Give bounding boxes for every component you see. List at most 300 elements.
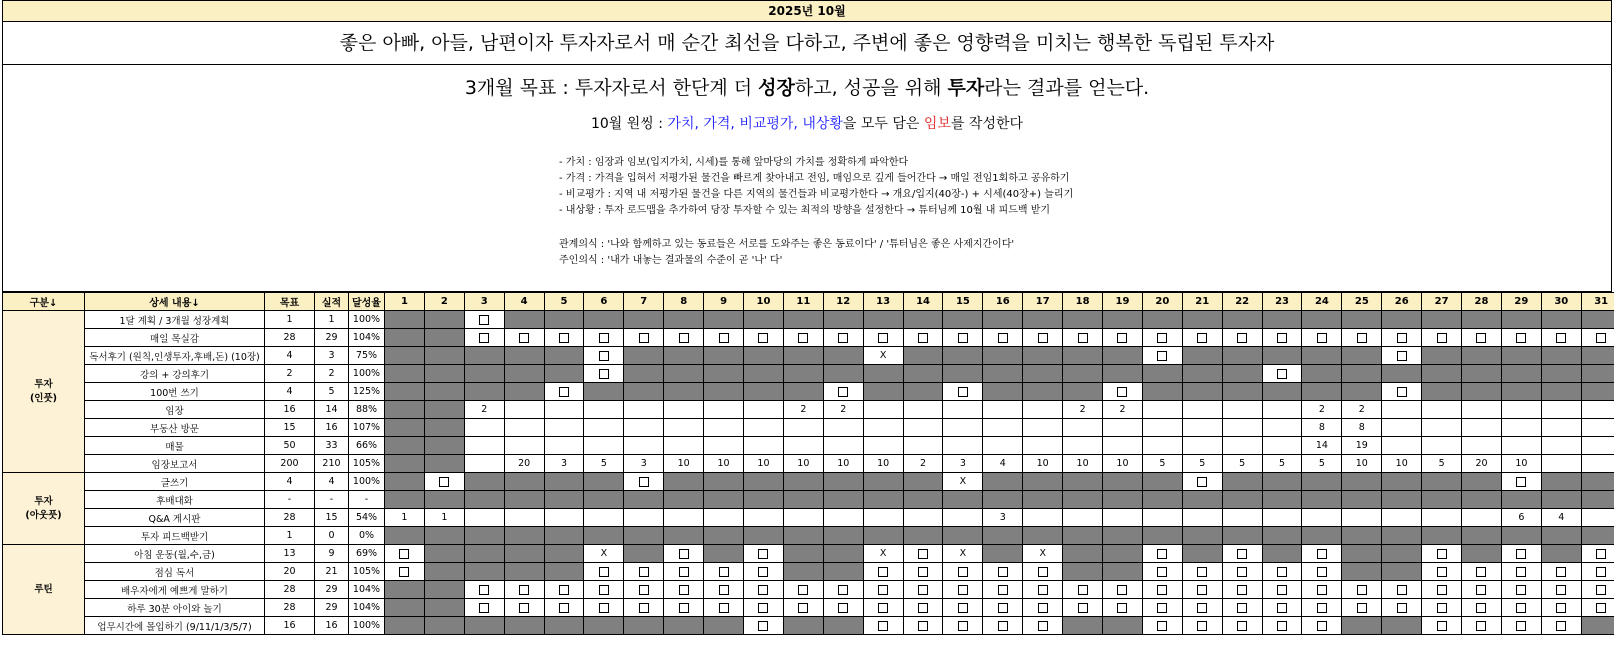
day-cell[interactable] — [1063, 509, 1103, 527]
day-cell[interactable] — [1581, 509, 1614, 527]
checkbox-icon[interactable] — [719, 585, 729, 595]
checkbox-icon[interactable] — [599, 567, 609, 577]
day-cell[interactable] — [1382, 401, 1422, 419]
day-cell[interactable] — [504, 401, 544, 419]
checkbox-icon[interactable] — [1476, 585, 1486, 595]
checkbox-icon[interactable] — [679, 567, 689, 577]
day-cell[interactable] — [624, 419, 664, 437]
day-cell[interactable]: 3 — [624, 455, 664, 473]
day-cell[interactable] — [1103, 329, 1143, 347]
checkbox-icon[interactable] — [519, 603, 529, 613]
checkbox-icon[interactable] — [1038, 567, 1048, 577]
checkbox-icon[interactable] — [479, 333, 489, 343]
day-cell[interactable] — [1023, 329, 1063, 347]
day-cell[interactable] — [863, 581, 903, 599]
day-cell[interactable] — [584, 563, 624, 581]
checkbox-icon[interactable] — [1277, 585, 1287, 595]
day-cell[interactable] — [704, 419, 744, 437]
day-cell[interactable] — [744, 581, 784, 599]
checkbox-icon[interactable] — [1397, 603, 1407, 613]
day-cell[interactable] — [704, 599, 744, 617]
checkbox-icon[interactable] — [599, 333, 609, 343]
day-cell[interactable] — [823, 329, 863, 347]
day-cell[interactable] — [943, 581, 983, 599]
day-cell[interactable] — [544, 509, 584, 527]
checkbox-icon[interactable] — [838, 333, 848, 343]
checkbox-icon[interactable] — [998, 621, 1008, 631]
day-cell[interactable]: 10 — [1023, 455, 1063, 473]
day-cell[interactable] — [624, 581, 664, 599]
day-cell[interactable] — [903, 437, 943, 455]
checkbox-icon[interactable] — [1038, 585, 1048, 595]
day-cell[interactable] — [943, 437, 983, 455]
checkbox-icon[interactable] — [1596, 585, 1606, 595]
day-cell[interactable] — [1382, 437, 1422, 455]
day-cell[interactable] — [1541, 581, 1581, 599]
day-cell[interactable] — [983, 329, 1023, 347]
day-cell[interactable] — [1541, 419, 1581, 437]
checkbox-icon[interactable] — [599, 603, 609, 613]
day-cell[interactable]: 5 — [1182, 455, 1222, 473]
day-cell[interactable] — [823, 419, 863, 437]
day-cell[interactable]: 10 — [744, 455, 784, 473]
checkbox-icon[interactable] — [1357, 585, 1367, 595]
day-cell[interactable] — [1501, 419, 1541, 437]
day-cell[interactable] — [1142, 545, 1182, 563]
day-cell[interactable] — [1302, 581, 1342, 599]
day-cell[interactable] — [624, 401, 664, 419]
day-cell[interactable] — [783, 437, 823, 455]
day-cell[interactable] — [1262, 329, 1302, 347]
checkbox-icon[interactable] — [1476, 603, 1486, 613]
checkbox-icon[interactable] — [958, 567, 968, 577]
checkbox-icon[interactable] — [1516, 603, 1526, 613]
day-cell[interactable] — [1541, 563, 1581, 581]
day-cell[interactable] — [983, 599, 1023, 617]
checkbox-icon[interactable] — [1516, 333, 1526, 343]
day-cell[interactable] — [464, 311, 504, 329]
checkbox-icon[interactable] — [1237, 621, 1247, 631]
checkbox-icon[interactable] — [758, 585, 768, 595]
checkbox-icon[interactable] — [798, 603, 808, 613]
checkbox-icon[interactable] — [1117, 387, 1127, 397]
day-cell[interactable] — [863, 329, 903, 347]
day-cell[interactable] — [504, 437, 544, 455]
day-cell[interactable]: 1 — [385, 509, 425, 527]
day-cell[interactable] — [584, 329, 624, 347]
checkbox-icon[interactable] — [1397, 387, 1407, 397]
day-cell[interactable]: 10 — [704, 455, 744, 473]
checkbox-icon[interactable] — [998, 333, 1008, 343]
day-cell[interactable] — [1262, 581, 1302, 599]
day-cell[interactable] — [783, 329, 823, 347]
day-cell[interactable] — [504, 419, 544, 437]
day-cell[interactable] — [464, 509, 504, 527]
day-cell[interactable] — [1501, 473, 1541, 491]
checkbox-icon[interactable] — [998, 603, 1008, 613]
day-cell[interactable] — [1462, 581, 1502, 599]
day-cell[interactable]: 5 — [1142, 455, 1182, 473]
checkbox-icon[interactable] — [679, 549, 689, 559]
day-cell[interactable] — [903, 419, 943, 437]
day-cell[interactable] — [1262, 563, 1302, 581]
checkbox-icon[interactable] — [1237, 603, 1247, 613]
day-cell[interactable] — [1023, 401, 1063, 419]
day-cell[interactable]: 2 — [464, 401, 504, 419]
day-cell[interactable] — [1023, 419, 1063, 437]
day-cell[interactable] — [1182, 599, 1222, 617]
checkbox-icon[interactable] — [1317, 567, 1327, 577]
checkbox-icon[interactable] — [838, 603, 848, 613]
day-cell[interactable] — [983, 563, 1023, 581]
day-cell[interactable] — [1462, 617, 1502, 635]
day-cell[interactable] — [1422, 581, 1462, 599]
day-cell[interactable] — [1501, 599, 1541, 617]
day-cell[interactable]: X — [1023, 545, 1063, 563]
day-cell[interactable] — [1222, 401, 1262, 419]
checkbox-icon[interactable] — [1596, 567, 1606, 577]
day-cell[interactable] — [624, 329, 664, 347]
checkbox-icon[interactable] — [1397, 585, 1407, 595]
day-cell[interactable] — [1501, 329, 1541, 347]
day-cell[interactable] — [504, 581, 544, 599]
day-cell[interactable] — [943, 509, 983, 527]
checkbox-icon[interactable] — [958, 585, 968, 595]
day-cell[interactable] — [1103, 383, 1143, 401]
checkbox-icon[interactable] — [1197, 585, 1207, 595]
day-cell[interactable] — [704, 437, 744, 455]
day-cell[interactable] — [1222, 563, 1262, 581]
day-cell[interactable] — [1462, 563, 1502, 581]
checkbox-icon[interactable] — [958, 333, 968, 343]
checkbox-icon[interactable] — [639, 567, 649, 577]
day-cell[interactable]: 3 — [943, 455, 983, 473]
day-cell[interactable] — [664, 437, 704, 455]
day-cell[interactable] — [1142, 419, 1182, 437]
day-cell[interactable] — [1382, 509, 1422, 527]
checkbox-icon[interactable] — [1038, 621, 1048, 631]
day-cell[interactable]: 10 — [664, 455, 704, 473]
checkbox-icon[interactable] — [1237, 585, 1247, 595]
day-cell[interactable] — [464, 455, 504, 473]
day-cell[interactable] — [1462, 329, 1502, 347]
day-cell[interactable] — [863, 617, 903, 635]
day-cell[interactable] — [1222, 437, 1262, 455]
checkbox-icon[interactable] — [1476, 567, 1486, 577]
day-cell[interactable] — [1142, 347, 1182, 365]
day-cell[interactable] — [664, 581, 704, 599]
day-cell[interactable] — [744, 419, 784, 437]
day-cell[interactable] — [823, 599, 863, 617]
checkbox-icon[interactable] — [559, 387, 569, 397]
checkbox-icon[interactable] — [559, 603, 569, 613]
day-cell[interactable]: 10 — [1063, 455, 1103, 473]
checkbox-icon[interactable] — [1117, 333, 1127, 343]
day-cell[interactable] — [943, 563, 983, 581]
day-cell[interactable] — [1501, 545, 1541, 563]
checkbox-icon[interactable] — [1078, 603, 1088, 613]
checkbox-icon[interactable] — [1357, 603, 1367, 613]
day-cell[interactable] — [1063, 329, 1103, 347]
day-cell[interactable]: 5 — [584, 455, 624, 473]
checkbox-icon[interactable] — [878, 585, 888, 595]
day-cell[interactable]: 3 — [544, 455, 584, 473]
checkbox-icon[interactable] — [798, 333, 808, 343]
checkbox-icon[interactable] — [1197, 333, 1207, 343]
day-cell[interactable]: 10 — [1342, 455, 1382, 473]
day-cell[interactable] — [1541, 455, 1581, 473]
day-cell[interactable] — [1581, 563, 1614, 581]
checkbox-icon[interactable] — [1197, 621, 1207, 631]
day-cell[interactable] — [1422, 545, 1462, 563]
checkbox-icon[interactable] — [1556, 585, 1566, 595]
checkbox-icon[interactable] — [918, 585, 928, 595]
day-cell[interactable] — [584, 365, 624, 383]
day-cell[interactable] — [1541, 437, 1581, 455]
day-cell[interactable] — [1023, 509, 1063, 527]
checkbox-icon[interactable] — [1277, 603, 1287, 613]
checkbox-icon[interactable] — [639, 333, 649, 343]
checkbox-icon[interactable] — [758, 603, 768, 613]
checkbox-icon[interactable] — [639, 477, 649, 487]
day-cell[interactable]: 19 — [1342, 437, 1382, 455]
day-cell[interactable] — [903, 581, 943, 599]
day-cell[interactable] — [624, 599, 664, 617]
day-cell[interactable] — [1063, 437, 1103, 455]
day-cell[interactable] — [664, 419, 704, 437]
day-cell[interactable] — [1501, 563, 1541, 581]
checkbox-icon[interactable] — [1516, 549, 1526, 559]
day-cell[interactable] — [1142, 563, 1182, 581]
day-cell[interactable] — [544, 599, 584, 617]
day-cell[interactable] — [1063, 581, 1103, 599]
day-cell[interactable] — [544, 419, 584, 437]
day-cell[interactable] — [783, 581, 823, 599]
day-cell[interactable] — [1182, 419, 1222, 437]
day-cell[interactable] — [464, 581, 504, 599]
day-cell[interactable] — [624, 509, 664, 527]
checkbox-icon[interactable] — [679, 603, 689, 613]
day-cell[interactable] — [1302, 599, 1342, 617]
day-cell[interactable] — [903, 329, 943, 347]
checkbox-icon[interactable] — [519, 585, 529, 595]
day-cell[interactable] — [823, 383, 863, 401]
day-cell[interactable] — [943, 401, 983, 419]
checkbox-icon[interactable] — [758, 621, 768, 631]
checkbox-icon[interactable] — [1157, 585, 1167, 595]
checkbox-icon[interactable] — [1078, 585, 1088, 595]
day-cell[interactable]: 10 — [863, 455, 903, 473]
day-cell[interactable]: 6 — [1501, 509, 1541, 527]
day-cell[interactable] — [1462, 599, 1502, 617]
day-cell[interactable] — [1462, 509, 1502, 527]
day-cell[interactable] — [464, 599, 504, 617]
day-cell[interactable] — [544, 329, 584, 347]
day-cell[interactable] — [744, 509, 784, 527]
day-cell[interactable]: X — [863, 545, 903, 563]
checkbox-icon[interactable] — [1437, 567, 1447, 577]
checkbox-icon[interactable] — [918, 567, 928, 577]
day-cell[interactable] — [1382, 419, 1422, 437]
day-cell[interactable] — [903, 563, 943, 581]
checkbox-icon[interactable] — [1556, 621, 1566, 631]
day-cell[interactable] — [903, 401, 943, 419]
checkbox-icon[interactable] — [1357, 333, 1367, 343]
day-cell[interactable] — [1382, 581, 1422, 599]
checkbox-icon[interactable] — [1157, 333, 1167, 343]
day-cell[interactable]: 10 — [783, 455, 823, 473]
checkbox-icon[interactable] — [1277, 369, 1287, 379]
day-cell[interactable] — [943, 419, 983, 437]
day-cell[interactable]: 10 — [823, 455, 863, 473]
checkbox-icon[interactable] — [1516, 621, 1526, 631]
day-cell[interactable] — [1581, 545, 1614, 563]
day-cell[interactable] — [1302, 509, 1342, 527]
checkbox-icon[interactable] — [958, 603, 968, 613]
checkbox-icon[interactable] — [1157, 549, 1167, 559]
day-cell[interactable] — [584, 401, 624, 419]
day-cell[interactable] — [1262, 617, 1302, 635]
day-cell[interactable] — [783, 509, 823, 527]
day-cell[interactable]: 20 — [1462, 455, 1502, 473]
checkbox-icon[interactable] — [1397, 351, 1407, 361]
day-cell[interactable] — [504, 599, 544, 617]
checkbox-icon[interactable] — [838, 387, 848, 397]
day-cell[interactable]: 5 — [1262, 455, 1302, 473]
checkbox-icon[interactable] — [1317, 621, 1327, 631]
checkbox-icon[interactable] — [479, 585, 489, 595]
checkbox-icon[interactable] — [1197, 603, 1207, 613]
checkbox-icon[interactable] — [1317, 585, 1327, 595]
day-cell[interactable] — [424, 473, 464, 491]
day-cell[interactable] — [1182, 509, 1222, 527]
day-cell[interactable] — [903, 617, 943, 635]
day-cell[interactable] — [1342, 329, 1382, 347]
day-cell[interactable] — [1182, 401, 1222, 419]
day-cell[interactable] — [1382, 599, 1422, 617]
day-cell[interactable] — [704, 329, 744, 347]
day-cell[interactable] — [584, 347, 624, 365]
day-cell[interactable] — [983, 437, 1023, 455]
day-cell[interactable] — [823, 509, 863, 527]
day-cell[interactable] — [983, 617, 1023, 635]
checkbox-icon[interactable] — [639, 585, 649, 595]
checkbox-icon[interactable] — [1476, 333, 1486, 343]
checkbox-icon[interactable] — [1437, 333, 1447, 343]
day-cell[interactable] — [1142, 617, 1182, 635]
day-cell[interactable]: 4 — [1541, 509, 1581, 527]
day-cell[interactable] — [584, 509, 624, 527]
day-cell[interactable] — [1581, 455, 1614, 473]
day-cell[interactable] — [1142, 437, 1182, 455]
day-cell[interactable] — [1103, 437, 1143, 455]
day-cell[interactable] — [464, 437, 504, 455]
day-cell[interactable] — [943, 383, 983, 401]
day-cell[interactable] — [1422, 617, 1462, 635]
day-cell[interactable] — [1422, 329, 1462, 347]
checkbox-icon[interactable] — [1317, 603, 1327, 613]
day-cell[interactable] — [1262, 509, 1302, 527]
day-cell[interactable]: 4 — [983, 455, 1023, 473]
day-cell[interactable] — [1182, 473, 1222, 491]
day-cell[interactable] — [744, 329, 784, 347]
day-cell[interactable] — [1382, 329, 1422, 347]
day-cell[interactable] — [1262, 419, 1302, 437]
day-cell[interactable]: 2 — [1302, 401, 1342, 419]
day-cell[interactable] — [704, 401, 744, 419]
day-cell[interactable] — [1103, 581, 1143, 599]
day-cell[interactable] — [823, 437, 863, 455]
checkbox-icon[interactable] — [1596, 333, 1606, 343]
day-cell[interactable] — [1342, 581, 1382, 599]
day-cell[interactable] — [1581, 599, 1614, 617]
day-cell[interactable] — [983, 419, 1023, 437]
day-cell[interactable] — [1581, 329, 1614, 347]
checkbox-icon[interactable] — [399, 549, 409, 559]
day-cell[interactable] — [863, 509, 903, 527]
day-cell[interactable]: 2 — [783, 401, 823, 419]
checkbox-icon[interactable] — [1237, 549, 1247, 559]
day-cell[interactable] — [863, 401, 903, 419]
day-cell[interactable] — [1422, 509, 1462, 527]
day-cell[interactable] — [1501, 437, 1541, 455]
day-cell[interactable] — [1422, 437, 1462, 455]
checkbox-icon[interactable] — [679, 333, 689, 343]
day-cell[interactable]: 10 — [1103, 455, 1143, 473]
checkbox-icon[interactable] — [1277, 621, 1287, 631]
day-cell[interactable]: 5 — [1302, 455, 1342, 473]
day-cell[interactable] — [1023, 599, 1063, 617]
day-cell[interactable] — [1342, 599, 1382, 617]
checkbox-icon[interactable] — [838, 585, 848, 595]
day-cell[interactable] — [903, 509, 943, 527]
day-cell[interactable] — [1581, 581, 1614, 599]
checkbox-icon[interactable] — [998, 567, 1008, 577]
day-cell[interactable] — [863, 599, 903, 617]
day-cell[interactable] — [1222, 509, 1262, 527]
day-cell[interactable] — [1541, 329, 1581, 347]
checkbox-icon[interactable] — [758, 549, 768, 559]
checkbox-icon[interactable] — [1277, 567, 1287, 577]
checkbox-icon[interactable] — [1038, 333, 1048, 343]
checkbox-icon[interactable] — [599, 369, 609, 379]
day-cell[interactable]: X — [584, 545, 624, 563]
day-cell[interactable] — [744, 401, 784, 419]
checkbox-icon[interactable] — [878, 567, 888, 577]
day-cell[interactable] — [624, 563, 664, 581]
checkbox-icon[interactable] — [758, 567, 768, 577]
checkbox-icon[interactable] — [719, 603, 729, 613]
day-cell[interactable] — [624, 437, 664, 455]
checkbox-icon[interactable] — [1197, 477, 1207, 487]
day-cell[interactable] — [744, 617, 784, 635]
day-cell[interactable]: 14 — [1302, 437, 1342, 455]
checkbox-icon[interactable] — [958, 621, 968, 631]
day-cell[interactable] — [1541, 401, 1581, 419]
checkbox-icon[interactable] — [878, 333, 888, 343]
day-cell[interactable] — [1222, 599, 1262, 617]
day-cell[interactable] — [1262, 401, 1302, 419]
day-cell[interactable] — [1581, 401, 1614, 419]
day-cell[interactable] — [744, 545, 784, 563]
checkbox-icon[interactable] — [798, 585, 808, 595]
day-cell[interactable] — [664, 509, 704, 527]
checkbox-icon[interactable] — [1157, 603, 1167, 613]
checkbox-icon[interactable] — [958, 387, 968, 397]
day-cell[interactable] — [1462, 437, 1502, 455]
day-cell[interactable] — [584, 581, 624, 599]
day-cell[interactable] — [903, 599, 943, 617]
